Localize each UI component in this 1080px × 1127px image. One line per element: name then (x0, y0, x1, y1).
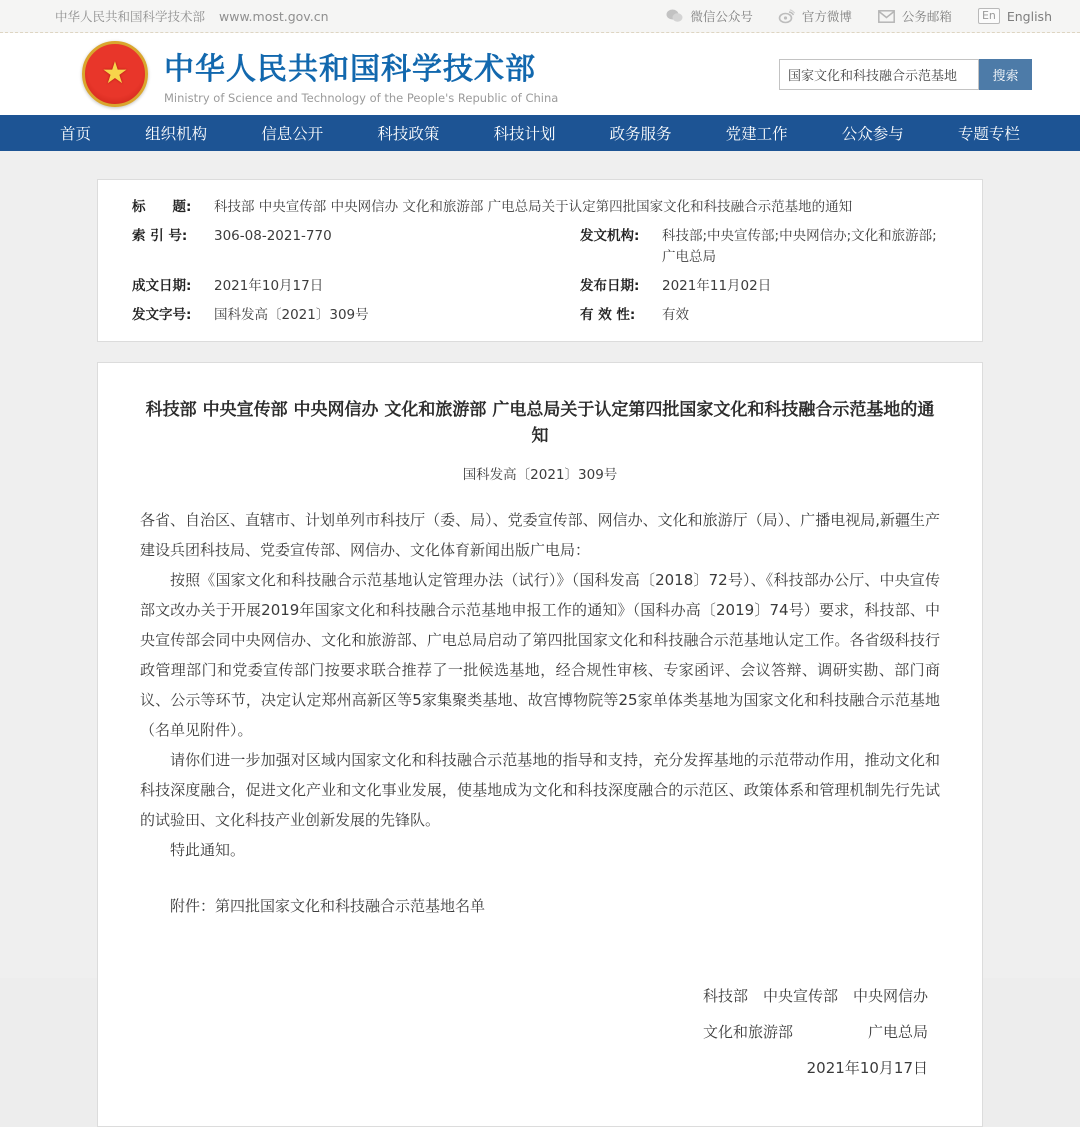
nav-item-sci-programs[interactable]: 科技计划 (493, 125, 556, 143)
mail-link[interactable] (878, 7, 952, 25)
top-utility-bar (0, 0, 1080, 33)
site-header (0, 33, 1080, 115)
site-title: 中华人民共和国科学技术部 (164, 51, 536, 87)
nav-item-party-building[interactable]: 党建工作 (725, 125, 788, 143)
signature-block (140, 978, 940, 1086)
paragraph-notice: 特此通知。 (170, 841, 246, 859)
paragraph-addressees: 各省、自治区、直辖市、计划单列市科技厅（委、局）、党委宣传部、网信办、文化和旅游厅（局）、广播电视局,新疆生产建设兵团科技局、党委宣传部、网信办、文化体育新闻出版广电局： (140, 511, 940, 559)
top-links (666, 7, 1052, 25)
signature-line-agencies-2: 文化和旅游部 广电总局 (702, 1023, 928, 1041)
meta-issuer-label: 发文机构: (580, 228, 640, 244)
meta-doc-number-label: 发文字号: (132, 307, 192, 323)
nav-item-gov-services[interactable]: 政务服务 (609, 125, 672, 143)
weibo-icon (779, 9, 795, 23)
nav-item-special-topics[interactable]: 专题专栏 (957, 125, 1020, 143)
document-body (140, 505, 940, 865)
search-bar (779, 59, 1032, 90)
emblem-star-icon (102, 59, 129, 89)
nav-item-public-participation[interactable]: 公众参与 (841, 125, 904, 143)
mail-label: 公务邮箱 (901, 9, 952, 24)
site-name: 中华人民共和国科学技术部 (55, 9, 206, 24)
document-box (97, 362, 983, 1127)
search-input[interactable] (779, 59, 979, 90)
signature-date: 2021年10月17日 (806, 1059, 928, 1077)
wechat-link[interactable] (666, 7, 753, 25)
paragraph-request: 请你们进一步加强对区域内国家文化和科技融合示范基地的指导和支持，充分发挥基地的示范带动作用，推动文化和科技深度融合，促进文化产业和文化事业发展，使基地成为文化和科技深度融合的示范区、政策体系和管理机制先行先试的试验田、文化科技产业创新发展的先锋队。 (140, 751, 940, 829)
meta-validity-label: 有 效 性: (580, 307, 636, 323)
paragraph-basis: 按照《国家文化和科技融合示范基地认定管理办法（试行）》（国科发高〔2018〕72号）、《科技部办公厅、中央宣传部文改办关于开展2019年国家文化和科技融合示范基地申报工作的通知》（国科办高〔2019〕74号）要求，科技部、中央宣传部会同中央网信办、文化和旅游部、广电总局启动了第四批国家文化和科技融合示范基地认定工作。各省级科技行政管理部门和党委宣传部门按要求联合推荐了一批候选基地，经合规性审核、专家函评、会议答辩、调研实勘、部门商议、公示等环节，决定认定郑州高新区等5家集聚类基地、故宫博物院等25家单体类基地为国家文化和科技融合示范基地（名单见附件）。 (140, 571, 940, 739)
signature-line-agencies-1: 科技部 中央宣传部 中央网信办 (702, 987, 928, 1005)
site-identity (55, 7, 329, 25)
meta-publish-date-value: 2021年11月02日 (662, 278, 772, 294)
weibo-label: 官方微博 (801, 9, 852, 24)
meta-row (132, 276, 948, 297)
en-icon: En (978, 8, 1000, 24)
wechat-label: 微信公众号 (690, 9, 753, 24)
nav-item-sci-policy[interactable]: 科技政策 (377, 125, 440, 143)
nav-item-organization[interactable]: 组织机构 (145, 125, 208, 143)
brand (164, 44, 558, 105)
nav-item-info-disclosure[interactable]: 信息公开 (261, 125, 324, 143)
meta-title-value: 科技部 中央宣传部 中央网信办 文化和旅游部 广电总局关于认定第四批国家文化和科技融合示范基地的通知 (214, 199, 853, 215)
english-label: English (1006, 8, 1052, 24)
meta-title-label: 标 题: (132, 199, 192, 215)
site-url[interactable]: www.most.gov.cn (219, 8, 329, 24)
english-link[interactable] (978, 8, 1052, 24)
document-number: 国科发高〔2021〕309号 (462, 467, 618, 483)
site-subtitle: Ministry of Science and Technology of the People's Republic of China (164, 90, 559, 105)
document-title: 科技部 中央宣传部 中央网信办 文化和旅游部 广电总局关于认定第四批国家文化和科技融合示范基地的通知 (145, 400, 935, 446)
meta-row (132, 226, 948, 268)
meta-row (132, 305, 948, 326)
mail-icon (878, 10, 895, 23)
document-meta-box (97, 179, 983, 342)
meta-row-title (132, 197, 948, 218)
nav-item-home[interactable]: 首页 (60, 125, 92, 143)
meta-written-date-value: 2021年10月17日 (214, 278, 324, 294)
meta-publish-date-label: 发布日期: (580, 278, 640, 294)
meta-issuer-value: 科技部;中央宣传部;中央网信办;文化和旅游部;广电总局 (662, 228, 937, 265)
national-emblem-logo (82, 41, 148, 107)
search-button[interactable]: 搜索 (979, 59, 1032, 90)
meta-index-label: 索 引 号: (132, 228, 188, 244)
wechat-icon (666, 9, 683, 23)
meta-index-value: 306-08-2021-770 (214, 228, 332, 244)
meta-validity-value: 有效 (662, 307, 689, 323)
attachment-line[interactable]: 附件：第四批国家文化和科技融合示范基地名单 (170, 897, 486, 915)
weibo-link[interactable] (779, 7, 852, 25)
main-nav (0, 115, 1080, 151)
meta-doc-number-value: 国科发高〔2021〕309号 (214, 307, 369, 323)
meta-written-date-label: 成文日期: (132, 278, 192, 294)
